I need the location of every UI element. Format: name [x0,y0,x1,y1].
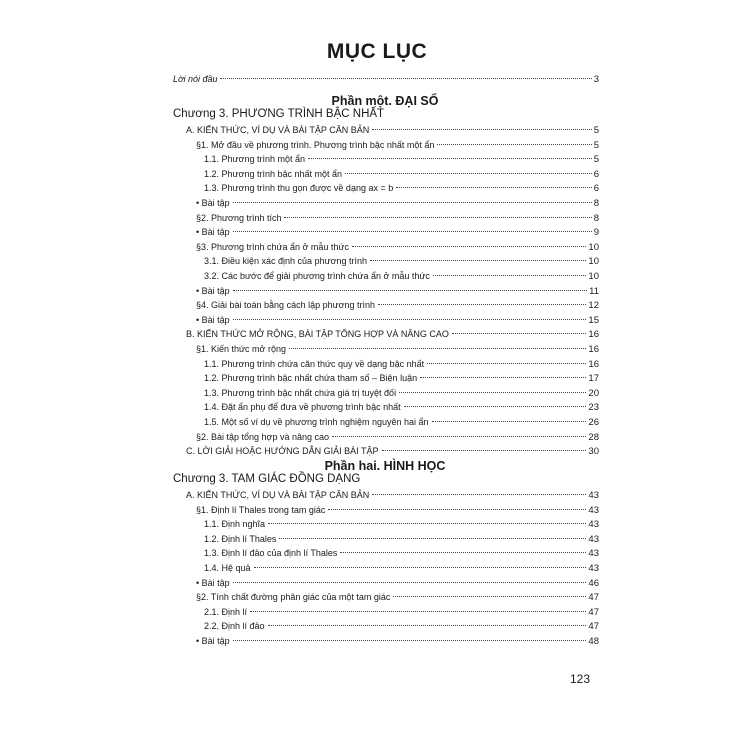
toc-entry [204,182,599,195]
toc-entry [196,635,599,648]
toc-entry-label: §3. Phương trình chứa ẩn ở mẫu thức [196,241,349,252]
leader-dots [378,304,586,305]
page-number: 123 [570,672,591,686]
toc-entry-label: 1.1. Định nghĩa [204,519,266,530]
toc-entry [204,533,599,546]
toc-entry-page: 20 [588,387,599,399]
toc-entry [196,226,599,239]
toc-entry [204,401,599,414]
toc-entry-page: 6 [593,183,599,195]
toc-entry-label: 1.5. Một số ví dụ về phương trình nghiệm nguyên hai ẩn [204,417,429,427]
toc-entry-page: 43 [588,519,599,531]
toc-entry-page: 16 [588,344,599,355]
leader-dots [233,231,592,232]
toc-entry-label: • Bài tập [196,285,230,296]
toc-entry-label: 1.3. Phương trình thu gọn được về dạng ax = b [204,183,394,194]
toc-entry-page: 26 [588,417,599,428]
toc-entry-label: • Bài tập [196,227,230,238]
toc-entry [186,489,599,502]
toc-entry [204,620,599,633]
leader-dots [372,494,586,495]
toc-entry-label: 1.4. Hệ quả [204,563,251,573]
leader-dots [433,275,587,276]
toc-entry-label: 1.1. Phương trình một ẩn [204,154,305,165]
toc-entry-label: §1. Mở đầu về phương trình. Phương trình bậc nhất một ẩn [196,139,435,150]
toc-entry-page: 5 [593,154,599,166]
toc-entry [204,358,599,371]
toc-entry-page: 47 [588,606,599,618]
toc-entry-label: 1.2. Phương trình bậc nhất một ẩn [204,168,343,179]
toc-entry [196,343,599,356]
leader-dots [370,260,586,261]
toc-entry-page: 43 [588,490,599,501]
toc-entry [196,591,599,604]
toc-entry-label: §4. Giải bài toán bằng cách lập phương trình [196,300,376,311]
toc-entry-page: 16 [588,358,599,370]
toc-entry [204,168,599,181]
toc-entry-page: 43 [588,533,599,545]
leader-dots [382,450,587,451]
leader-dots [393,596,586,597]
toc-entry [186,328,599,341]
leader-dots [432,421,587,422]
toc-entry [196,314,599,327]
leader-dots [437,144,591,145]
toc-entry-page: 10 [588,271,599,282]
leader-dots [279,538,586,539]
toc-entry [204,270,599,283]
toc-entry [196,285,599,298]
leader-dots [427,363,586,364]
toc-entry [196,139,599,152]
leader-dots [352,246,586,247]
leader-dots [340,552,586,553]
leader-dots [328,509,586,510]
toc-entry [204,416,599,429]
toc-entry-page: 16 [588,329,599,341]
leader-dots [452,333,587,334]
leader-dots [372,129,591,130]
toc-entry [196,299,599,312]
toc-entry-page: 15 [588,314,599,326]
toc-entry-label: 1.1. Phương trình chứa căn thức quy về dạng bậc nhất [204,358,425,369]
toc-entry [186,124,599,137]
toc-entry-page: 3 [593,74,599,85]
toc-entry-label: • Bài tập [196,636,230,646]
toc-entry-label: 1.2. Định lí Thales [204,533,277,544]
leader-dots [233,640,587,641]
leader-dots [284,217,591,218]
toc-entry-label: 2.2. Định lí đảo [204,621,265,632]
toc-entry [196,577,599,590]
toc-entry-label: 3.2. Các bước để giải phương trình chứa ẩn ở mẫu thức [204,271,430,281]
toc-entry-page: 5 [593,125,599,136]
toc-entry-label: 1.3. Phương trình bậc nhất chứa giá trị tuyệt đối [204,387,397,398]
leader-dots [254,567,587,568]
leader-dots [233,202,592,203]
leader-dots [404,406,587,407]
toc-entry [204,153,599,166]
toc-entry-label: §2. Tính chất đường phân giác của một tam giác [196,592,391,603]
toc-entry-label: • Bài tập [196,198,230,208]
page-title: MỤC LỤC [326,40,428,63]
toc-entry-page: 23 [588,402,599,414]
toc-entry-label: §1. Kiến thức mở rộng [196,344,286,354]
toc-entry [204,255,599,268]
toc-entry-label: §2. Phương trình tích [196,212,282,223]
leader-dots [220,78,591,79]
toc-entry-page: 43 [588,563,599,574]
leader-dots [233,582,587,583]
toc-entry-label: §2. Bài tập tổng hợp và nâng cao [196,431,330,442]
toc-entry-label: §1. Định lí Thales trong tam giác [196,504,326,515]
leader-dots [399,392,586,393]
leader-dots [420,377,586,378]
toc-entry-page: 43 [588,548,599,560]
toc-entry-page: 48 [588,636,599,647]
leader-dots [268,523,586,524]
toc-entry-label: 1.3. Định lí đảo của định lí Thales [204,548,338,559]
toc-entry-label: • Bài tập [196,314,230,325]
toc-entry [196,431,599,444]
toc-entry-page: 10 [588,241,599,253]
toc-entry-page: 12 [588,300,599,312]
toc-entry-label: Lời nói đầu [173,74,218,84]
toc-entry-label: 3.1. Điều kiện xác định của phương trình [204,256,368,267]
leader-dots [308,158,592,159]
leader-dots [332,436,586,437]
leader-dots [233,290,587,291]
toc-entry-page: 8 [593,198,599,209]
toc-entry-label: A. KIẾN THỨC, VÍ DỤ VÀ BÀI TẬP CĂN BẢN [186,125,370,135]
chapter-heading-geometry: Chương 3. TAM GIÁC ĐỒNG DẠNG [173,473,361,485]
toc-entry-label: B. KIẾN THỨC MỞ RỘNG, BÀI TẬP TỔNG HỢP VÀ NÂNG CAO [186,329,449,340]
toc-entry-page: 30 [588,446,599,458]
toc-entry-label: 1.2. Phương trình bậc nhất chứa tham số – Biện luận [204,373,418,384]
toc-entry-label: 2.1. Định lí [204,606,248,617]
toc-entry-label: C. LỜI GIẢI HOẶC HƯỚNG DẪN GIẢI BÀI TẬP [186,446,379,457]
part-heading-algebra: Phần một. ĐẠI SỐ [331,94,439,108]
toc-entry-label: A. KIẾN THỨC, VÍ DỤ VÀ BÀI TẬP CĂN BẢN [186,490,370,500]
chapter-heading-algebra: Chương 3. PHƯƠNG TRÌNH BẬC NHẤT [173,108,385,120]
toc-entry-page: 11 [589,285,599,297]
toc-entry-page: 43 [588,504,599,516]
toc-entry-preface [173,73,599,86]
toc-entry-page: 47 [588,592,599,604]
part-heading-geometry: Phần hai. HÌNH HỌC [324,459,446,473]
toc-entry-page: 28 [588,431,599,443]
toc-entry [204,547,599,560]
toc-entry [196,504,599,517]
toc-entry [204,372,599,385]
toc-entry-label: 1.4. Đặt ẩn phụ để đưa về phương trình bậc nhất [204,402,401,413]
toc-entry-page: 8 [593,212,599,224]
toc-entry [186,445,599,458]
toc-entry-page: 6 [593,168,599,180]
toc-entry [204,606,599,619]
leader-dots [250,611,586,612]
toc-entry-page: 5 [593,139,599,151]
toc-entry [204,562,599,575]
toc-entry [196,212,599,225]
toc-entry [196,197,599,210]
leader-dots [289,348,586,349]
toc-entry-page: 47 [588,621,599,633]
leader-dots [233,319,587,320]
toc-entry [204,518,599,531]
toc-entry [196,241,599,254]
toc-entry-label: • Bài tập [196,577,230,588]
toc-entry-page: 46 [588,577,599,589]
toc-entry-page: 9 [593,227,599,239]
leader-dots [396,187,591,188]
toc-entry [204,387,599,400]
toc-entry-page: 17 [588,373,599,385]
leader-dots [268,625,587,626]
toc-entry-page: 10 [588,256,599,268]
leader-dots [345,173,592,174]
